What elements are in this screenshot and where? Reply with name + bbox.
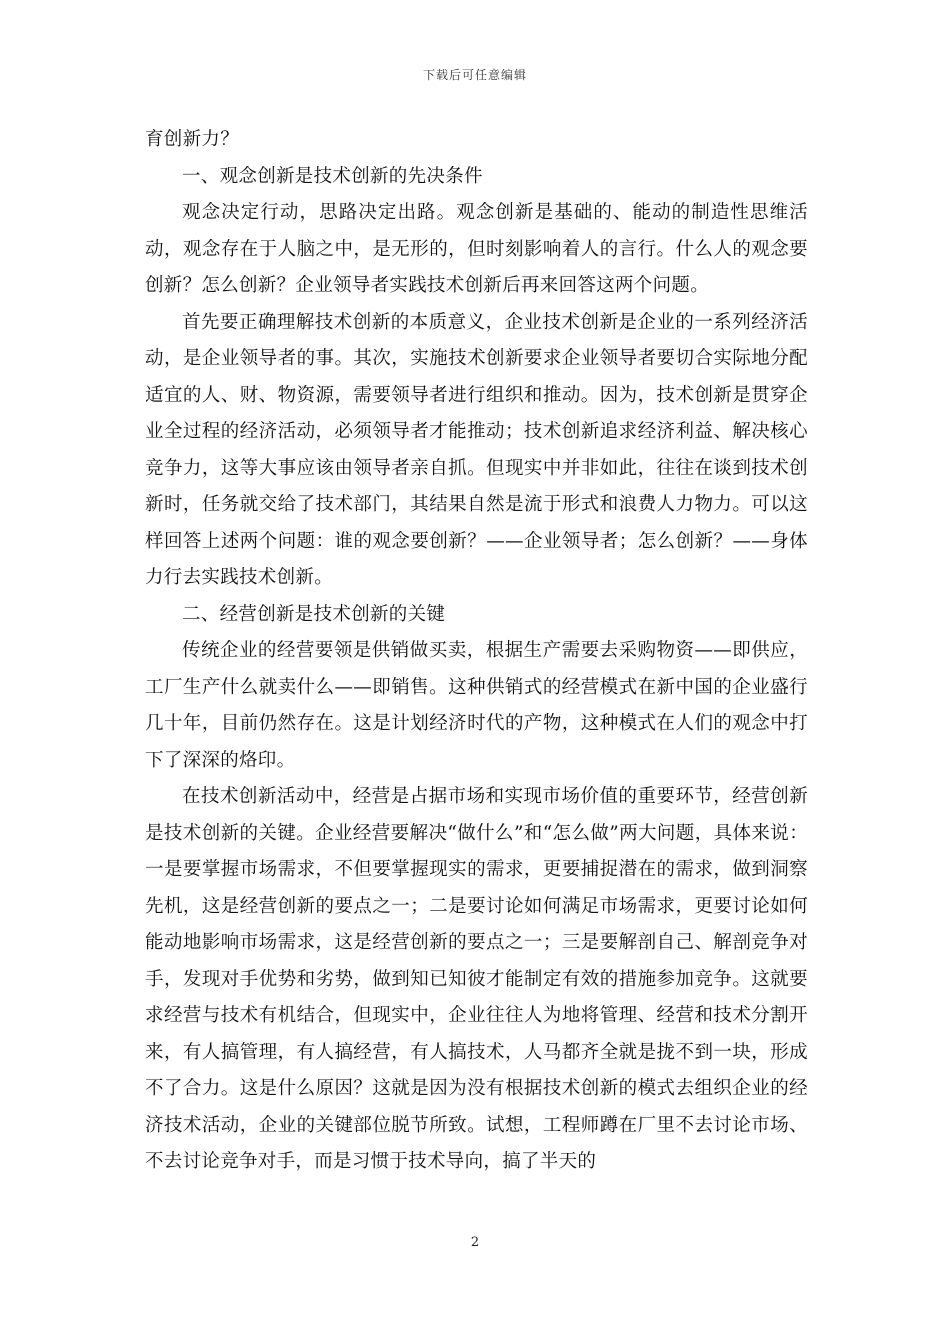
page-header: 下载后可任意编辑: [422, 68, 527, 82]
page-number: 2: [470, 1235, 480, 1250]
paragraph: 首先要正确理解技术创新的本质意义，企业技术创新是企业的一系列经济活动，是企业领导者的事。其次，实施技术创新要求企业领导者要切合实际地分配适宜的人、财、物资源，需要领导者进行组织和推动。因为，技术创新是贯穿企业全过程的经济活动，必须领导者才能推动；技术创新追求经济利益、解决核心竞争力，这等大事应该由领导者亲自抓。但现实中并非如此，往往在谈到技术创新时，任务就交给了技术部门，其结果自然是流于形式和浪费人力物力。可以这样回答上述两个问题：谁的观念要创新？——企业领导者；怎么创新？——身体力行去实践技术创新。: [145, 311, 808, 588]
paragraph: 育创新力？: [145, 129, 240, 150]
section-heading: 二、经营创新是技术创新的关键: [182, 603, 446, 625]
document-body: [145, 122, 808, 1181]
paragraph: 传统企业的经营要领是供销做买卖，根据生产需要去采购物资——即供应，工厂生产什么就卖什么——即销售。这种供销式的经营模式在新中国的企业盛行几十年，目前仍然存在。这是计划经济时代的产物，这种模式在人们的观念中打下了深深的烙印。: [145, 640, 808, 771]
paragraph: 在技术创新活动中，经营是占据市场和实现市场价值的重要环节，经营创新是技术创新的关键。企业经营要解决“做什么”和“怎么做”两大问题，具体来说：一是要掌握市场需求，不但要掌握现实的需求，更要捕捉潜在的需求，做到洞察先机，这是经营创新的要点之一；二是要讨论如何满足市场需求，更要讨论如何能动地影响市场需求，这是经营创新的要点之一；三是要解剖自己、解剖竞争对手，发现对手优势和劣势，做到知已知彼才能制定有效的措施参加竞争。这就要求经营与技术有机结合，但现实中，企业往往人为地将管理、经营和技术分割开来，有人搞管理，有人搞经营，有人搞技术，人马都齐全就是拢不到一块，形成不了合力。这是什么原因？这就是因为没有根据技术创新的模式去组织企业的经济技术活动，企业的关键部位脱节所致。试想，工程师蹲在厂里不去讨论市场、不去讨论竞争对手，而是习惯于技术导向，搞了半天的: [145, 786, 808, 1172]
paragraph: 观念决定行动，思路决定出路。观念创新是基础的、能动的制造性思维活动，观念存在于人脑之中，是无形的，但时刻影响着人的言行。什么人的观念要创新？怎么创新？企业领导者实践技术创新后再来回答这两个问题。: [145, 202, 808, 296]
section-heading: 一、观念创新是技术创新的先决条件: [182, 165, 483, 187]
